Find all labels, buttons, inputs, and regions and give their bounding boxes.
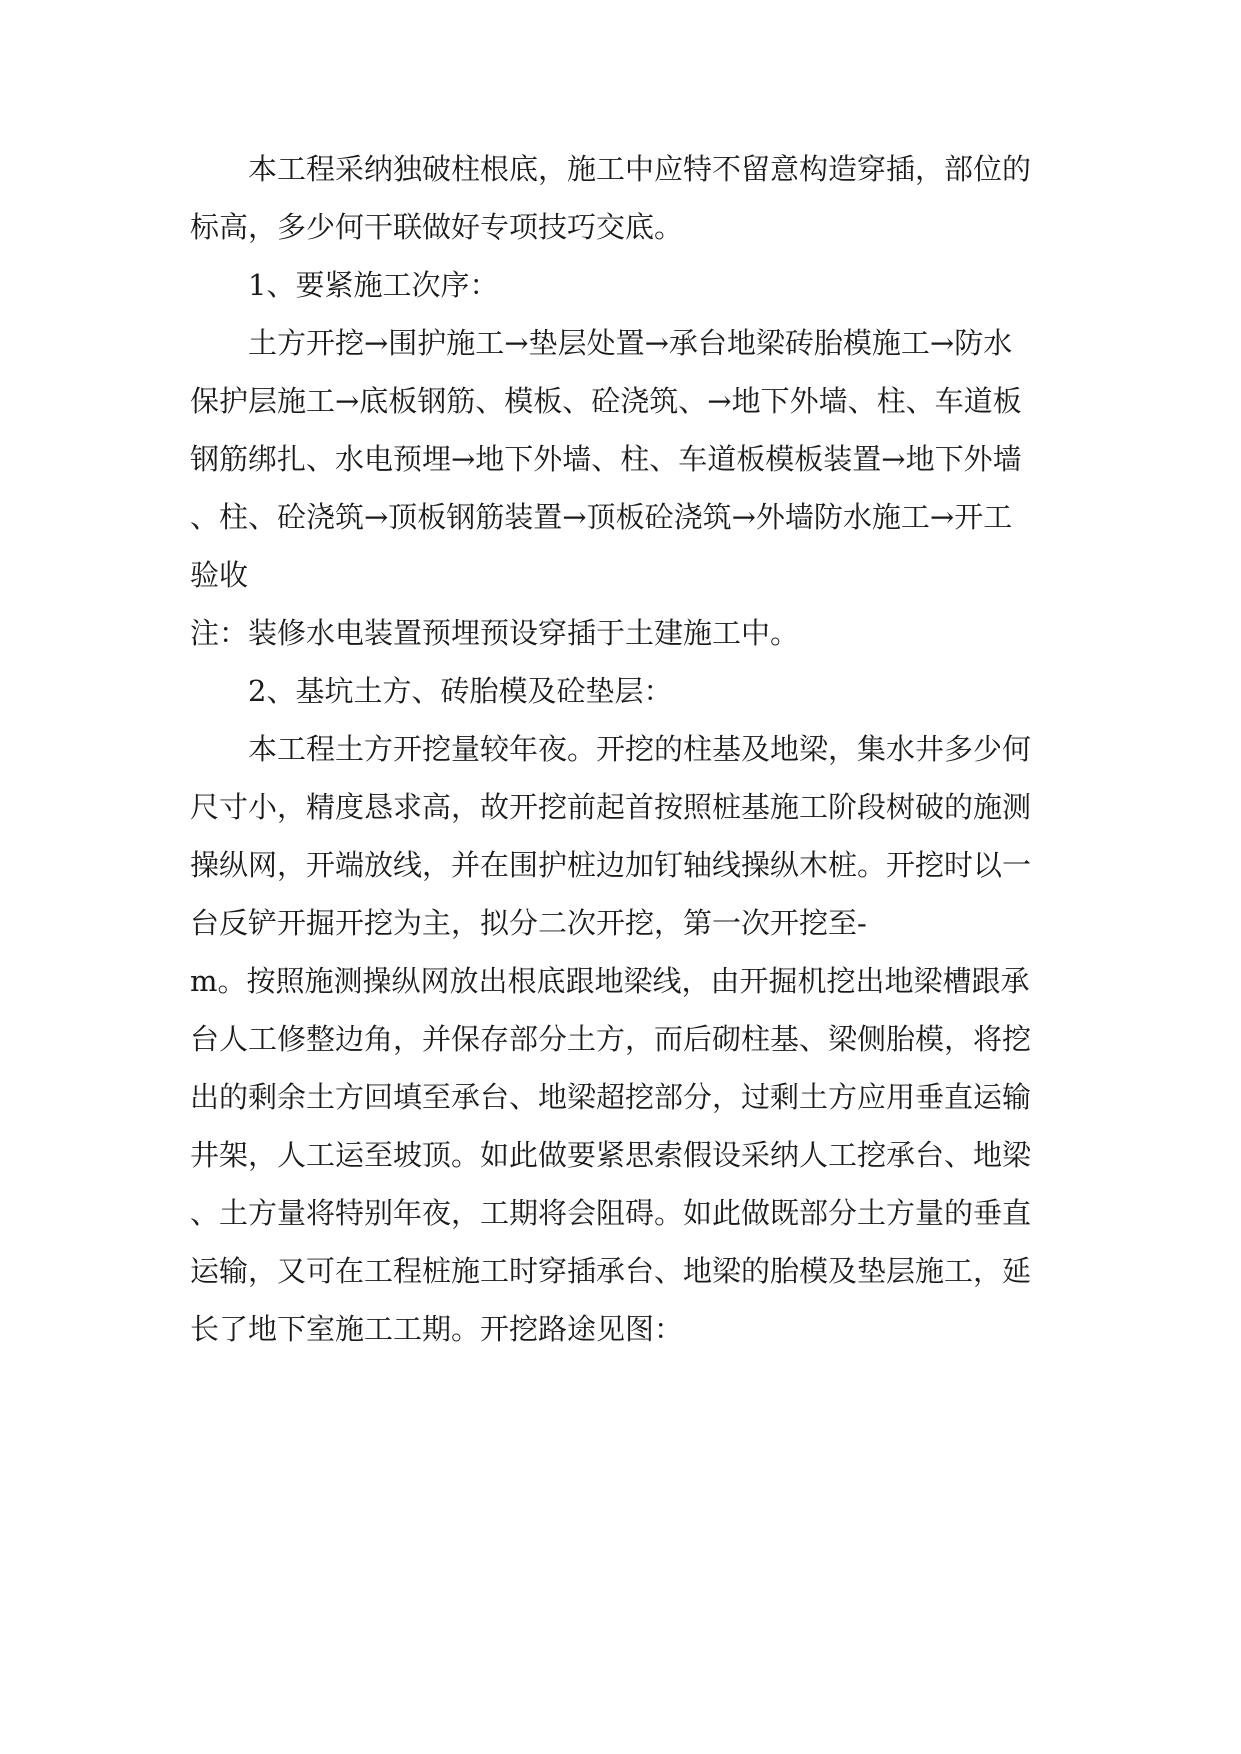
text-line: 台人工修整边角，并保存部分土方，而后砌柱基、梁侧胎模，将挖: [190, 1022, 1032, 1056]
text-line: 操纵网，开端放线，并在围护桩边加钉轴线操纵木桩。开挖时以一: [190, 848, 1032, 882]
text-line: 台反铲开掘开挖为主，拟分二次开挖，第一次开挖至-: [190, 906, 867, 940]
section-heading: 2、基坑土方、砖胎模及砼垫层：: [248, 674, 673, 708]
text-line: 土方开挖→围护施工→垫层处置→承台地梁砖胎模施工→防水: [248, 326, 1013, 360]
text-line: 验收: [190, 558, 249, 592]
text-line: 标高，多少何干联做好专项技巧交底。: [190, 210, 684, 244]
text-line: 钢筋绑扎、水电预埋→地下外墙、柱、车道板模板装置→地下外墙: [190, 442, 1022, 476]
text-line: 出的剩余土方回填至承台、地梁超挖部分，过剩土方应用垂直运输: [190, 1080, 1032, 1114]
text-line: 运输，又可在工程桩施工时穿插承台、地梁的胎模及垫层施工，延: [190, 1254, 1032, 1288]
text-line: 保护层施工→底板钢筋、模板、砼浇筑、→地下外墙、柱、车道板: [190, 384, 1022, 418]
text-line: 本工程土方开挖量较年夜。开挖的柱基及地梁，集水井多少何: [248, 732, 1032, 766]
text-line: 、土方量将特别年夜，工期将会阻碍。如此做既部分土方量的垂直: [190, 1196, 1032, 1230]
section-heading: 1、要紧施工次序：: [248, 268, 499, 302]
text-line: 井架，人工运至坡顶。如此做要紧思索假设采纳人工挖承台、地梁: [190, 1138, 1032, 1172]
text-line: m。按照施测操纵网放出根底跟地梁线，由开掘机挖出地梁槽跟承: [190, 964, 1030, 998]
note-line: 注：装修水电装置预埋预设穿插于土建施工中。: [190, 616, 800, 650]
text-line: 尺寸小，精度恳求高，故开挖前起首按照桩基施工阶段树破的施测: [190, 790, 1032, 824]
text-line: 长了地下室施工工期。开挖路途见图：: [190, 1312, 684, 1346]
text-line: 、柱、砼浇筑→顶板钢筋装置→顶板砼浇筑→外墙防水施工→开工: [190, 500, 1013, 534]
text-line: 本工程采纳独破柱根底，施工中应特不留意构造穿插，部位的: [248, 152, 1032, 186]
